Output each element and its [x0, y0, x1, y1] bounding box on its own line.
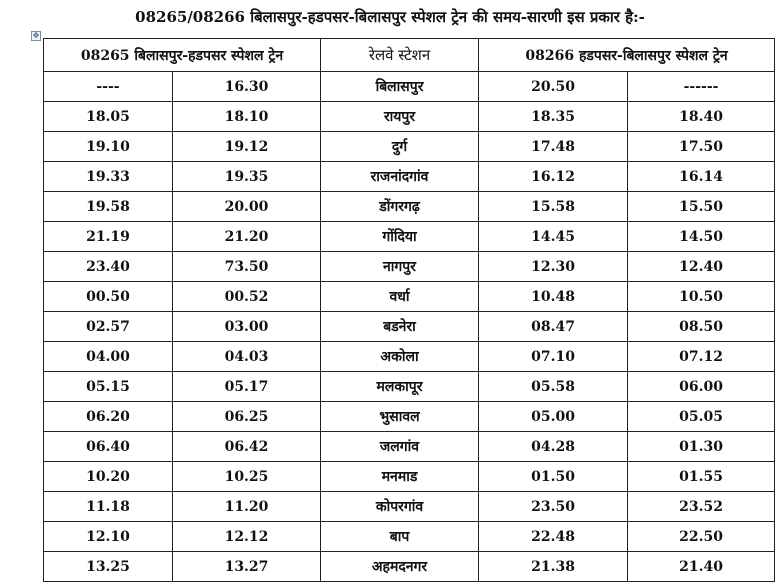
up-arrival-cell: 17.48 [479, 132, 628, 162]
up-departure-cell: ------ [628, 72, 775, 102]
header-row [44, 39, 775, 72]
up-arrival-cell: 12.30 [479, 252, 628, 282]
station-cell: अकोला [321, 342, 479, 372]
up-arrival-cell: 22.48 [479, 522, 628, 552]
up-arrival-cell: 10.48 [479, 282, 628, 312]
up-departure-cell: 15.50 [628, 192, 775, 222]
table-row [44, 102, 775, 132]
timetable [43, 38, 775, 582]
table-row [44, 222, 775, 252]
station-cell: बडनेरा [321, 312, 479, 342]
up-arrival-cell: 21.38 [479, 552, 628, 582]
station-cell: मलकापूर [321, 372, 479, 402]
down-departure-cell: 16.30 [173, 72, 321, 102]
table-row [44, 162, 775, 192]
down-departure-cell: 19.12 [173, 132, 321, 162]
down-departure-cell: 04.03 [173, 342, 321, 372]
table-row [44, 552, 775, 582]
up-departure-cell: 12.40 [628, 252, 775, 282]
station-cell: दुर्ग [321, 132, 479, 162]
down-departure-cell: 20.00 [173, 192, 321, 222]
table-row [44, 72, 775, 102]
station-header: रेलवे स्टेशन [321, 39, 479, 72]
station-cell: मनमाड [321, 462, 479, 492]
station-cell: भुसावल [321, 402, 479, 432]
up-departure-cell: 08.50 [628, 312, 775, 342]
down-arrival-cell: ---- [44, 72, 173, 102]
down-departure-cell: 19.35 [173, 162, 321, 192]
table-row [44, 402, 775, 432]
table-row [44, 342, 775, 372]
down-arrival-cell: 19.58 [44, 192, 173, 222]
up-departure-cell: 05.05 [628, 402, 775, 432]
down-departure-cell: 13.27 [173, 552, 321, 582]
table-row [44, 192, 775, 222]
down-departure-cell: 06.25 [173, 402, 321, 432]
up-arrival-cell: 16.12 [479, 162, 628, 192]
down-departure-cell: 05.17 [173, 372, 321, 402]
station-cell: जलगांव [321, 432, 479, 462]
station-cell: रायपुर [321, 102, 479, 132]
down-arrival-cell: 18.05 [44, 102, 173, 132]
table-row [44, 522, 775, 552]
down-arrival-cell: 00.50 [44, 282, 173, 312]
up-train-header: 08266 हडपसर-बिलासपुर स्पेशल ट्रेन [479, 39, 775, 72]
station-cell: अहमदनगर [321, 552, 479, 582]
down-arrival-cell: 21.19 [44, 222, 173, 252]
down-arrival-cell: 04.00 [44, 342, 173, 372]
up-arrival-cell: 23.50 [479, 492, 628, 522]
down-departure-cell: 73.50 [173, 252, 321, 282]
up-arrival-cell: 15.58 [479, 192, 628, 222]
down-train-header: 08265 बिलासपुर-हडपसर स्पेशल ट्रेन [44, 39, 321, 72]
up-arrival-cell: 14.45 [479, 222, 628, 252]
up-departure-cell: 23.52 [628, 492, 775, 522]
up-departure-cell: 16.14 [628, 162, 775, 192]
station-cell: बाप [321, 522, 479, 552]
up-departure-cell: 01.55 [628, 462, 775, 492]
station-cell: बिलासपुर [321, 72, 479, 102]
up-departure-cell: 18.40 [628, 102, 775, 132]
up-arrival-cell: 08.47 [479, 312, 628, 342]
table-row [44, 252, 775, 282]
down-departure-cell: 12.12 [173, 522, 321, 552]
document-title: 08265/08266 बिलासपुर-हडपसर-बिलासपुर स्पेशल ट्रेन की समय-सारणी इस प्रकार है:- [135, 8, 645, 26]
down-arrival-cell: 05.15 [44, 372, 173, 402]
table-row [44, 282, 775, 312]
down-departure-cell: 18.10 [173, 102, 321, 132]
down-departure-cell: 11.20 [173, 492, 321, 522]
up-departure-cell: 07.12 [628, 342, 775, 372]
move-handle-icon[interactable]: ✥ [32, 31, 40, 40]
down-departure-cell: 03.00 [173, 312, 321, 342]
down-departure-cell: 10.25 [173, 462, 321, 492]
up-arrival-cell: 20.50 [479, 72, 628, 102]
station-cell: वर्धा [321, 282, 479, 312]
station-cell: डोंगरगढ़ [321, 192, 479, 222]
down-arrival-cell: 19.10 [44, 132, 173, 162]
station-cell: गोंदिया [321, 222, 479, 252]
table-row [44, 492, 775, 522]
timetable-body [44, 72, 775, 582]
table-row [44, 462, 775, 492]
table-row [44, 432, 775, 462]
down-arrival-cell: 06.40 [44, 432, 173, 462]
up-departure-cell: 10.50 [628, 282, 775, 312]
up-arrival-cell: 07.10 [479, 342, 628, 372]
table-row [44, 372, 775, 402]
table-row [44, 312, 775, 342]
down-arrival-cell: 11.18 [44, 492, 173, 522]
down-arrival-cell: 02.57 [44, 312, 173, 342]
up-departure-cell: 01.30 [628, 432, 775, 462]
down-departure-cell: 06.42 [173, 432, 321, 462]
station-cell: नागपुर [321, 252, 479, 282]
down-arrival-cell: 23.40 [44, 252, 173, 282]
station-cell: कोपरगांव [321, 492, 479, 522]
up-departure-cell: 22.50 [628, 522, 775, 552]
down-arrival-cell: 13.25 [44, 552, 173, 582]
station-cell: राजनांदगांव [321, 162, 479, 192]
up-arrival-cell: 01.50 [479, 462, 628, 492]
down-arrival-cell: 19.33 [44, 162, 173, 192]
down-departure-cell: 00.52 [173, 282, 321, 312]
up-arrival-cell: 04.28 [479, 432, 628, 462]
down-departure-cell: 21.20 [173, 222, 321, 252]
down-arrival-cell: 10.20 [44, 462, 173, 492]
up-arrival-cell: 05.58 [479, 372, 628, 402]
up-arrival-cell: 18.35 [479, 102, 628, 132]
up-departure-cell: 21.40 [628, 552, 775, 582]
down-arrival-cell: 12.10 [44, 522, 173, 552]
up-arrival-cell: 05.00 [479, 402, 628, 432]
up-departure-cell: 17.50 [628, 132, 775, 162]
up-departure-cell: 14.50 [628, 222, 775, 252]
down-arrival-cell: 06.20 [44, 402, 173, 432]
table-row [44, 132, 775, 162]
up-departure-cell: 06.00 [628, 372, 775, 402]
